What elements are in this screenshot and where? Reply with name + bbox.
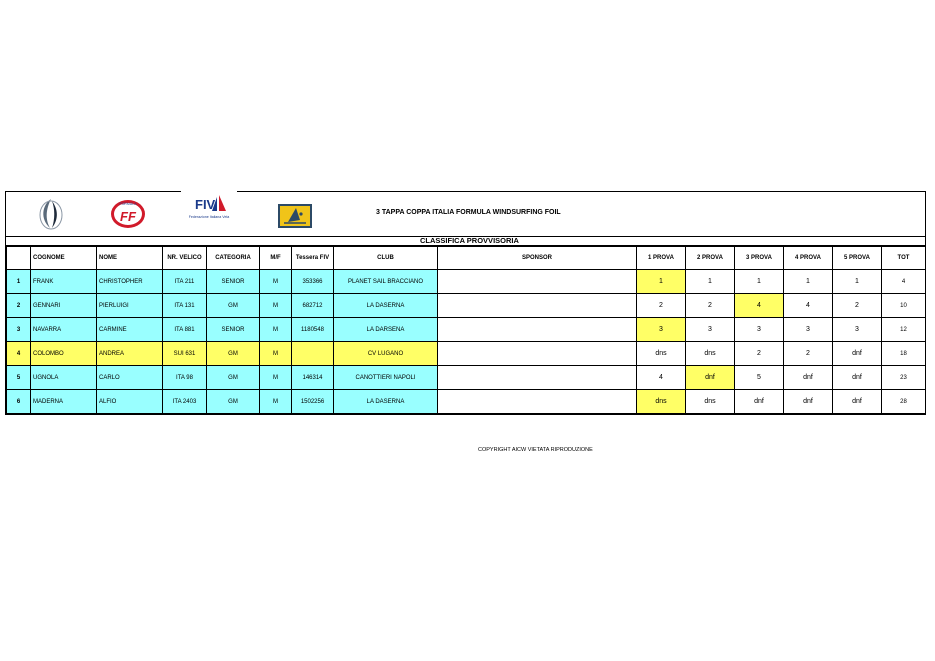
prova-3-cell: 1 [735,270,784,294]
ff-logo-caption: FORMULA [119,202,137,206]
prova-5-cell: 1 [833,270,882,294]
cognome-cell: FRANK [31,270,97,294]
categoria-cell: GM [207,366,260,390]
cognome-cell: MADERNA [31,390,97,414]
club-cell: LA DASERNA [334,294,438,318]
sponsor-cell [438,318,637,342]
prova-2-cell: dnf [686,366,735,390]
prova-2-cell: 1 [686,270,735,294]
prova-3-cell: dnf [735,390,784,414]
categoria-cell: SENIOR [207,270,260,294]
subtitle-row [6,236,925,246]
results-table [6,246,926,414]
header-prova-4: 4 PROVA [784,247,833,270]
prova-1-cell: dns [637,390,686,414]
position-cell: 5 [7,366,31,390]
prova-3-cell: 4 [735,294,784,318]
sponsor-cell [438,270,637,294]
table-row [7,390,926,414]
club-cell: LA DARSENA [334,318,438,342]
header-club: CLUB [334,247,438,270]
logo-row [6,192,925,237]
mf-cell: M [260,366,292,390]
tessera-cell [292,342,334,366]
tessera-cell: 1502256 [292,390,334,414]
header-mf: M/F [260,247,292,270]
cognome-cell: GENNARI [31,294,97,318]
prova-2-cell: dns [686,390,735,414]
prova-5-cell: dnf [833,366,882,390]
club-cell: CANOTTIERI NAPOLI [334,366,438,390]
position-cell: 6 [7,390,31,414]
sponsor-cell [438,294,637,318]
prova-4-cell: 1 [784,270,833,294]
mf-cell: M [260,342,292,366]
ff-logo-text: FF [120,209,136,224]
velico-cell: ITA 131 [163,294,207,318]
prova-1-cell: 4 [637,366,686,390]
fiv-logo-text: FIV [195,197,216,212]
nome-cell: ANDREA [97,342,163,366]
sail-emblem-logo [36,197,66,231]
header-prova-5: 5 PROVA [833,247,882,270]
prova-4-cell: 2 [784,342,833,366]
fiv-logo [181,189,237,223]
prova-3-cell: 3 [735,318,784,342]
mf-cell: M [260,390,292,414]
table-row [7,270,926,294]
tot-cell: 10 [882,294,926,318]
position-cell: 3 [7,318,31,342]
results-sheet [5,191,926,415]
tessera-cell: 1180548 [292,318,334,342]
cognome-cell: NAVARRA [31,318,97,342]
prova-2-cell: 2 [686,294,735,318]
club-cell: PLANET SAIL BRACCIANO [334,270,438,294]
header-prova-3: 3 PROVA [735,247,784,270]
fiv-logo-caption: Federazione Italiana Vela [188,215,230,219]
header-nome: NOME [97,247,163,270]
subtitle: CLASSIFICA PROVVISORIA [420,236,519,245]
mf-cell: M [260,318,292,342]
tot-cell: 18 [882,342,926,366]
prova-3-cell: 2 [735,342,784,366]
header-pos [7,247,31,270]
prova-4-cell: 3 [784,318,833,342]
table-row [7,294,926,318]
velico-cell: SUI 631 [163,342,207,366]
club-cell: CV LUGANO [334,342,438,366]
club-cell: LA DASERNA [334,390,438,414]
tessera-cell: 682712 [292,294,334,318]
tot-cell: 28 [882,390,926,414]
header-velico: NR. VELICO [163,247,207,270]
tot-cell: 23 [882,366,926,390]
prova-5-cell: dnf [833,390,882,414]
table-row [7,342,926,366]
prova-5-cell: 2 [833,294,882,318]
prova-1-cell: 2 [637,294,686,318]
tot-cell: 4 [882,270,926,294]
tessera-cell: 146314 [292,366,334,390]
prova-1-cell: 3 [637,318,686,342]
prova-2-cell: 3 [686,318,735,342]
header-categoria: CATEGORIA [207,247,260,270]
windsurfer-logo [278,204,312,228]
table-row [7,318,926,342]
prova-5-cell: 3 [833,318,882,342]
categoria-cell: GM [207,294,260,318]
event-title: 3 TAPPA COPPA ITALIA FORMULA WINDSURFING FOIL [376,209,561,216]
header-prova-1: 1 PROVA [637,247,686,270]
prova-4-cell: 4 [784,294,833,318]
position-cell: 2 [7,294,31,318]
prova-4-cell: dnf [784,366,833,390]
header-sponsor: SPONSOR [438,247,637,270]
header-tessera: Tessera FIV [292,247,334,270]
velico-cell: ITA 881 [163,318,207,342]
prova-2-cell: dns [686,342,735,366]
prova-1-cell: dns [637,342,686,366]
tessera-cell: 353366 [292,270,334,294]
cognome-cell: UGNOLA [31,366,97,390]
table-header-row [7,247,926,270]
categoria-cell: SENIOR [207,318,260,342]
mf-cell: M [260,270,292,294]
prova-3-cell: 5 [735,366,784,390]
position-cell: 4 [7,342,31,366]
categoria-cell: GM [207,342,260,366]
prova-4-cell: dnf [784,390,833,414]
prova-5-cell: dnf [833,342,882,366]
header-cognome: COGNOME [31,247,97,270]
mf-cell: M [260,294,292,318]
copyright-notice: COPYRIGHT AICW VIETATA RIPRODUZIONE [478,447,593,453]
categoria-cell: GM [207,390,260,414]
nome-cell: PIERLUIGI [97,294,163,318]
nome-cell: CARLO [97,366,163,390]
sponsor-cell [438,342,637,366]
header-tot: TOT [882,247,926,270]
tot-cell: 12 [882,318,926,342]
velico-cell: ITA 98 [163,366,207,390]
sponsor-cell [438,390,637,414]
velico-cell: ITA 2403 [163,390,207,414]
table-row [7,366,926,390]
cognome-cell: COLOMBO [31,342,97,366]
sponsor-cell [438,366,637,390]
position-cell: 1 [7,270,31,294]
prova-1-cell: 1 [637,270,686,294]
nome-cell: CHRISTOPHER [97,270,163,294]
nome-cell: CARMINE [97,318,163,342]
velico-cell: ITA 211 [163,270,207,294]
nome-cell: ALFIO [97,390,163,414]
header-prova-2: 2 PROVA [686,247,735,270]
formula-foil-logo [110,199,146,229]
